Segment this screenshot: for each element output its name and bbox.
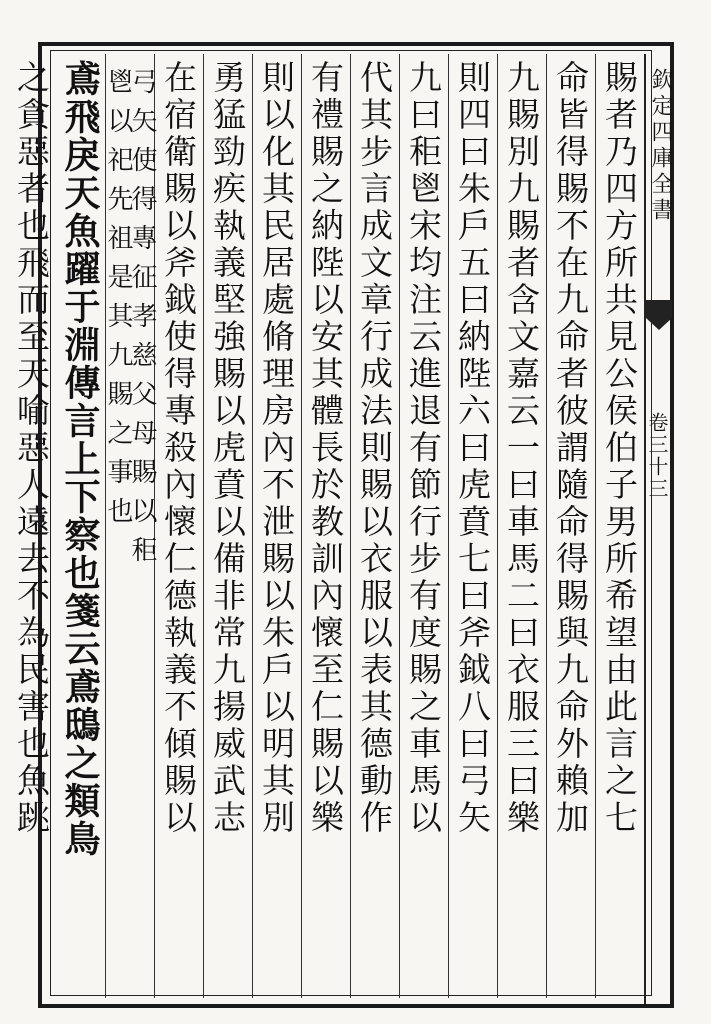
text-column-13: 之貪惡者也飛而至天喻惡人遠去不為民害也魚跳 bbox=[12, 60, 51, 837]
text-column-5: 九曰秬鬯宋均注云進退有節行步有度賜之車馬以 bbox=[404, 60, 443, 837]
text-column-4: 則四曰朱戶五曰納陛六曰虎賁七曰斧鉞八曰弓矢 bbox=[453, 60, 492, 837]
poem-line: 鳶飛戾天魚躍于淵傳言上下察也箋云鳶鴟之類鳥 bbox=[59, 60, 101, 858]
text-column-6: 代其步言成文章行成法則賜以衣服以表其德動作 bbox=[355, 60, 394, 837]
text-column-10: 在宿衛賜以斧鉞使得專殺內懷仁德執義不傾賜以 bbox=[159, 60, 198, 837]
text-column-1: 賜者乃四方所共見公侯伯子男所希望由此言之七 bbox=[600, 60, 639, 837]
text-column-11-left: 鬯以祀先祖是其九賜之事也 bbox=[103, 68, 133, 536]
page-margin-column bbox=[644, 54, 674, 1004]
text-column-11-right: 弓矢使得專征孝慈父母賜以秬 bbox=[127, 68, 157, 575]
text-column-9: 勇猛勁疾執義堅強賜以虎賁以備非常九揚威武志 bbox=[208, 60, 247, 837]
text-column-2: 命皆得賜不在九命者彼謂隨命得賜與九命外賴加 bbox=[551, 60, 590, 837]
book-title: 欽定四庫全書 bbox=[648, 68, 673, 224]
fish-tail-mark-icon bbox=[646, 300, 672, 348]
text-column-7: 有禮賜之納陛以安其體長於教訓內懷至仁賜以樂 bbox=[306, 60, 345, 837]
text-column-8: 則以化其民居處脩理房內不泄賜以朱戶以明其別 bbox=[257, 60, 296, 837]
juan-number: 卷三十三 bbox=[645, 412, 669, 500]
text-column-3: 九賜別九賜者含文嘉云一曰車馬二曰衣服三曰樂 bbox=[502, 60, 541, 837]
text-columns bbox=[12, 54, 644, 998]
